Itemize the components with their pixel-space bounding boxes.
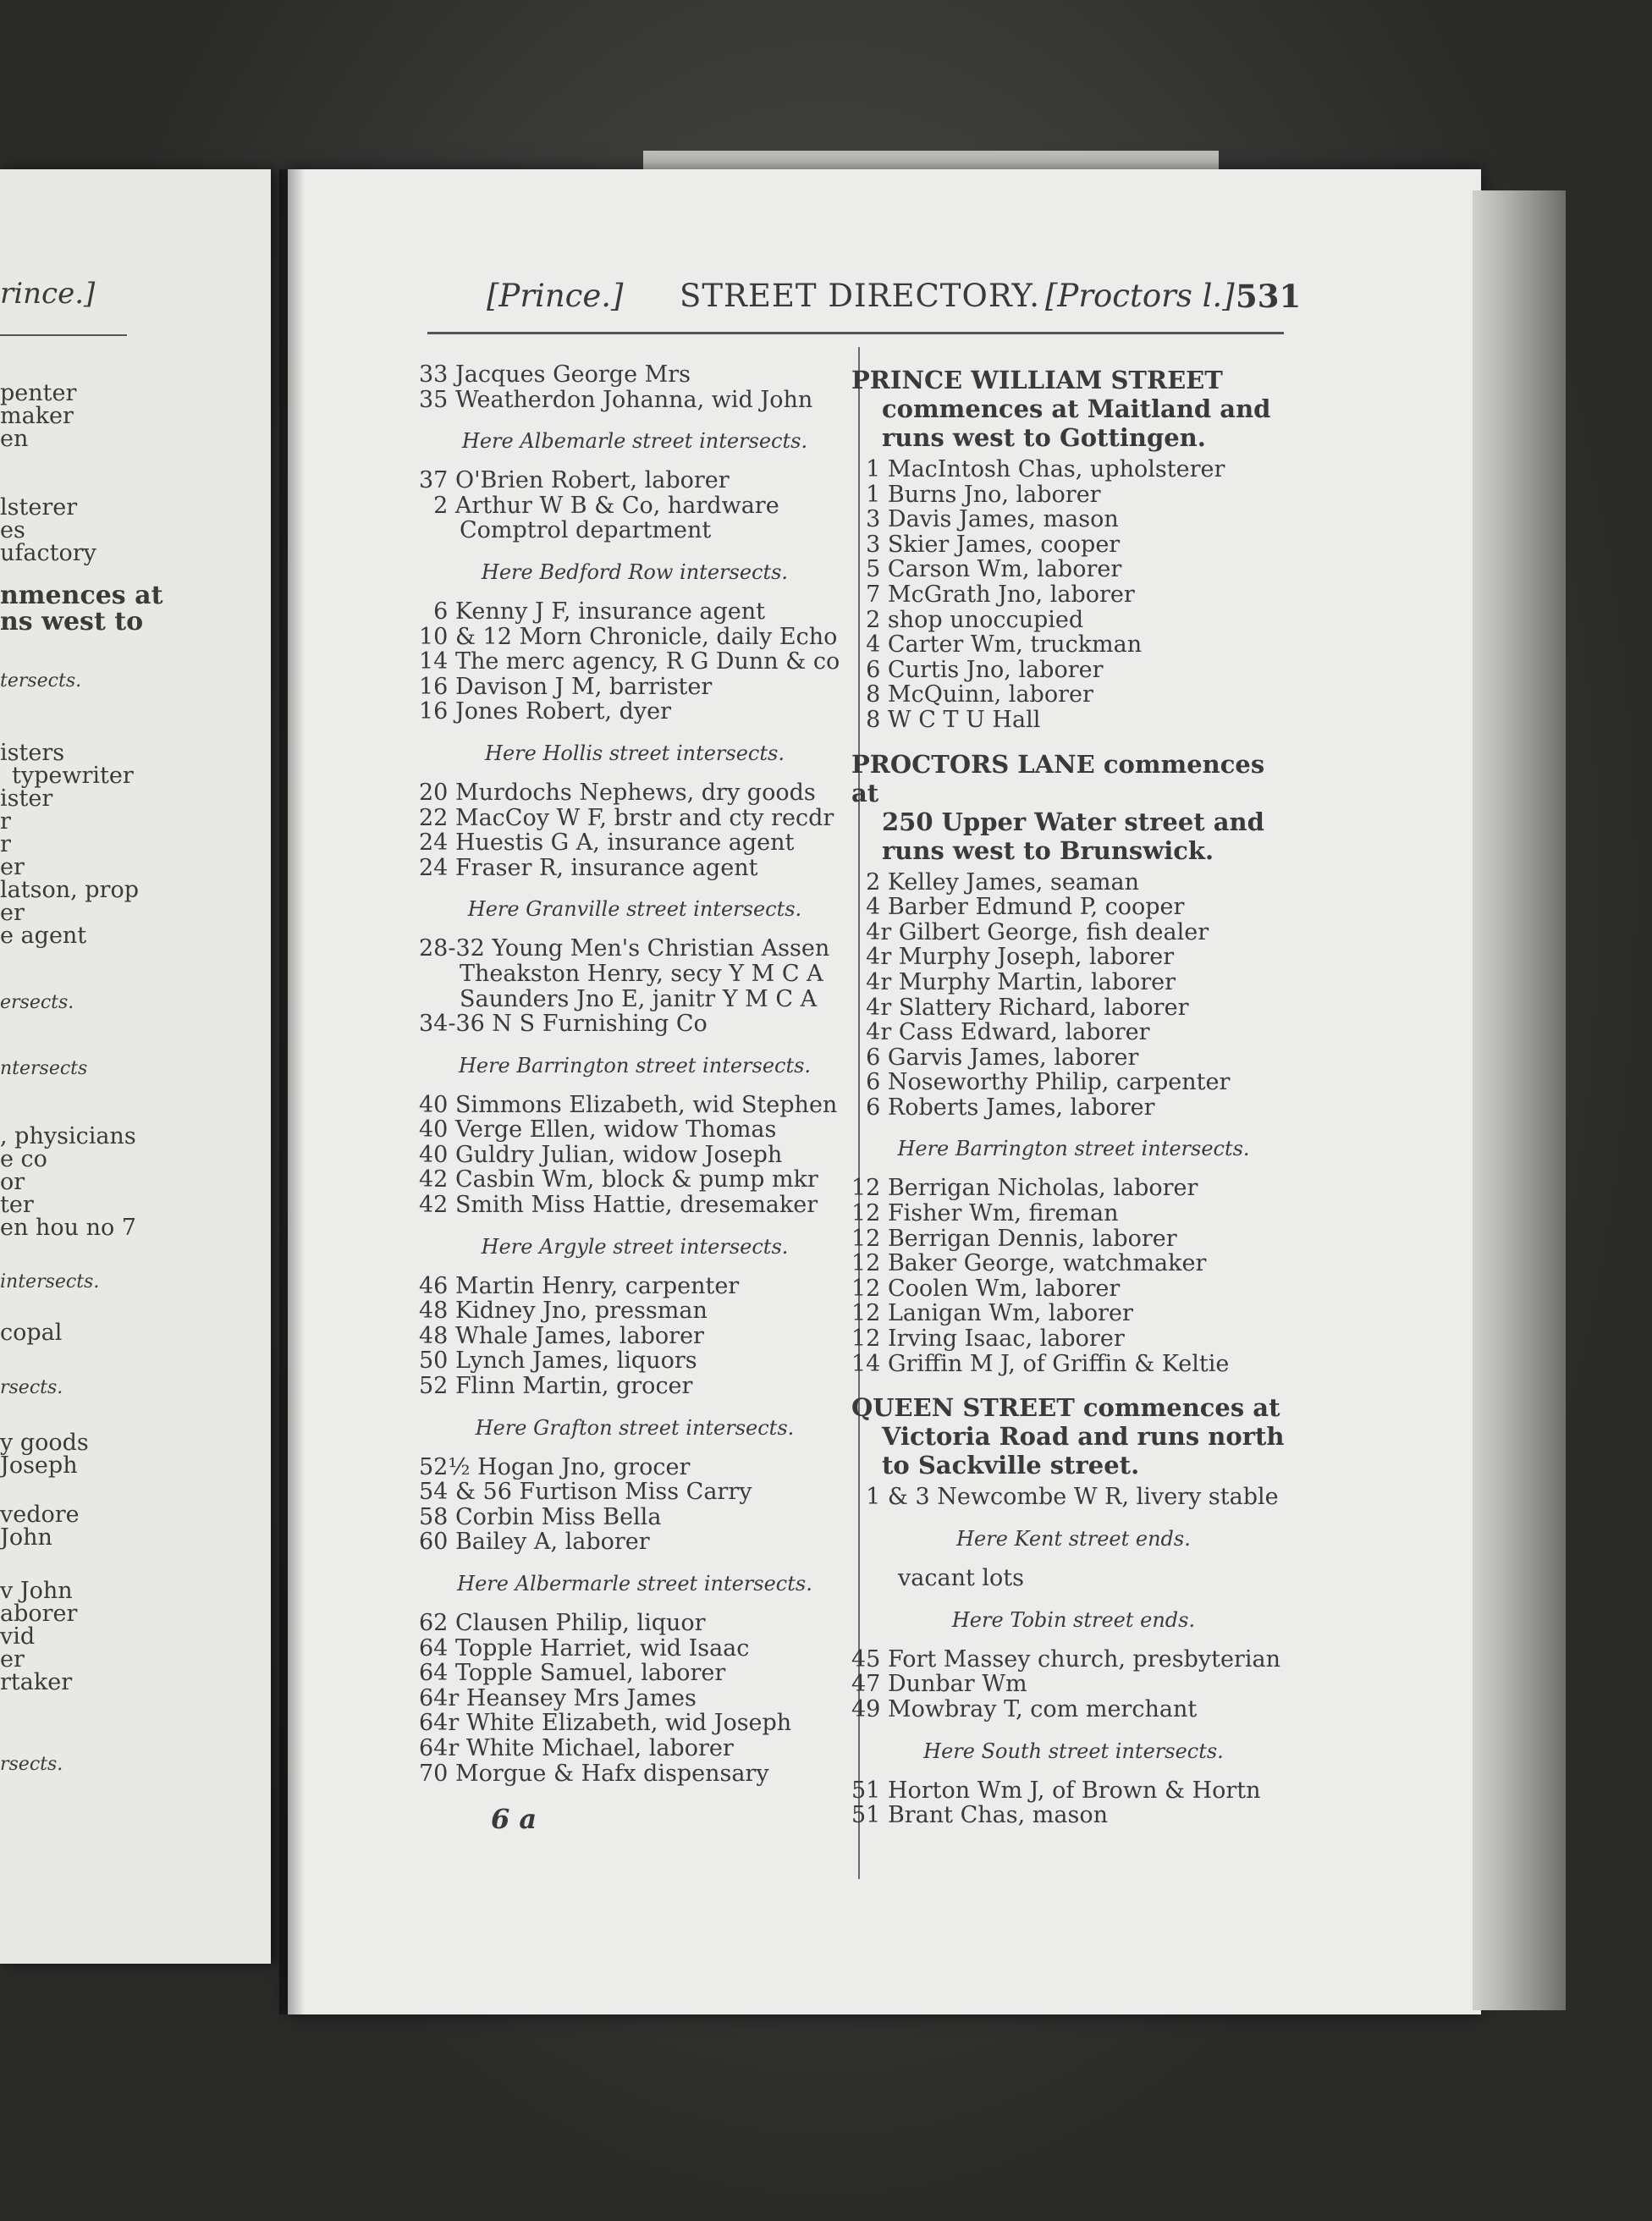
directory-entry: 52 Flinn Martin, grocer [419, 1373, 693, 1400]
left-page-text: ister [0, 785, 53, 812]
street-heading-line: commences at Maitland and [882, 394, 1271, 423]
street-heading-line: Victoria Road and runs north [882, 1422, 1285, 1452]
left-page-text: e agent [0, 923, 87, 949]
intersection-note: Here Barrington street intersects. [897, 1137, 1250, 1161]
directory-entry: 20 Murdochs Nephews, dry goods [419, 779, 816, 806]
street-heading-line: to Sackville street. [882, 1451, 1140, 1480]
street-heading [851, 1393, 1296, 1480]
directory-entry: 2 shop unoccupied [851, 606, 1084, 633]
page-number: 531 [1236, 278, 1302, 315]
left-page-text: ufactory [0, 540, 96, 566]
directory-entry: 12 Coolen Wm, laborer [851, 1275, 1121, 1302]
directory-entry: 2 Kelley James, seaman [851, 868, 1139, 896]
directory-entry: 4 Carter Wm, truckman [851, 631, 1143, 659]
left-page-header-rule [0, 334, 127, 336]
directory-entry: 51 Horton Wm J, of Brown & Hortn [851, 1777, 1261, 1804]
directory-entry: 16 Davison J M, barrister [419, 673, 713, 700]
header-right-street: [Proctors l.] [1045, 278, 1235, 314]
directory-entry: vacant lots [898, 1564, 1024, 1591]
directory-entry: 48 Kidney Jno, pressman [419, 1298, 708, 1325]
directory-entry: 42 Smith Miss Hattie, dresemaker [419, 1192, 818, 1219]
left-page-text: er [0, 1646, 25, 1673]
left-page-text: isters [0, 740, 65, 766]
intersection-note: Here Barrington street intersects. [458, 1053, 812, 1077]
directory-entry: 12 Lanigan Wm, laborer [851, 1300, 1133, 1327]
left-page-text: penter [0, 380, 77, 406]
directory-entry: 46 Martin Henry, carpenter [419, 1272, 740, 1299]
directory-entry: 40 Verge Ellen, widow Thomas [419, 1116, 777, 1144]
directory-entry: 51 Brant Chas, mason [851, 1802, 1108, 1829]
left-page-text: vedore [0, 1502, 80, 1528]
directory-entry: 54 & 56 Furtison Miss Carry [419, 1479, 752, 1506]
left-page-text: ntersects [0, 1058, 88, 1079]
directory-entry-continued: Theakston Henry, secy Y M C A [460, 960, 823, 987]
intersection-note: Here Argyle street intersects. [481, 1234, 789, 1259]
directory-entry: 4 Barber Edmund P, cooper [851, 894, 1185, 921]
intersection-note: Here Bedford Row intersects. [481, 559, 789, 584]
left-page-text: es [0, 517, 25, 543]
left-page-text: rtaker [0, 1669, 73, 1695]
left-page-text: er [0, 854, 25, 880]
directory-entry: 12 Fisher Wm, fireman [851, 1200, 1119, 1227]
directory-entry: 1 Burns Jno, laborer [851, 481, 1101, 508]
directory-entry: 4r Murphy Joseph, laborer [851, 944, 1175, 971]
intersection-note: Here Grafton street intersects. [475, 1415, 795, 1440]
folio-mark: 6 a [491, 1803, 537, 1836]
left-page-text: maker [0, 403, 74, 429]
directory-entry: 64r White Michael, laborer [419, 1734, 734, 1761]
directory-entry: 10 & 12 Morn Chronicle, daily Echo [419, 623, 838, 650]
intersection-note: Here Albermarle street intersects. [457, 1572, 812, 1595]
gutter-shadow [279, 169, 305, 2014]
left-page-text: v John [0, 1578, 73, 1604]
street-heading-line: PROCTORS LANE commences at [851, 749, 1265, 807]
left-page-text: typewriter [12, 763, 134, 789]
street-heading-line: runs west to Brunswick. [882, 835, 1214, 865]
left-page-text: , physicians [0, 1123, 136, 1149]
directory-entry: 1 MacIntosh Chas, upholsterer [851, 456, 1225, 482]
directory-entry: 64 Topple Harriet, wid Isaac [419, 1634, 750, 1662]
left-page-text: or [0, 1169, 25, 1195]
right-column [851, 366, 1296, 1828]
section-gap [851, 733, 1296, 750]
directory-entry: 28-32 Young Men's Christian Assen [419, 935, 830, 962]
street-heading-line: runs west to Gottingen. [882, 423, 1206, 452]
directory-entry: 4r Cass Edward, laborer [851, 1019, 1150, 1046]
left-page-text: intersects. [0, 1271, 100, 1292]
directory-entry: 24 Huestis G A, insurance agent [419, 829, 795, 857]
left-page-fragment [0, 169, 271, 1964]
directory-entry: 70 Morgue & Hafx dispensary [419, 1760, 769, 1787]
directory-entry: 48 Whale James, laborer [419, 1322, 704, 1349]
street-heading-line: 250 Upper Water street and [882, 807, 1264, 836]
left-page-text: Joseph [0, 1452, 78, 1479]
left-page-text: rsects. [0, 1754, 63, 1775]
left-page-text: aborer [0, 1601, 78, 1627]
page-edges [1473, 190, 1566, 2010]
directory-entry: 37 O'Brien Robert, laborer [419, 467, 730, 494]
directory-entry: 52½ Hogan Jno, grocer [419, 1453, 691, 1480]
directory-entry: 4r Slattery Richard, laborer [851, 994, 1189, 1021]
directory-entry: 14 Griffin M J, of Griffin & Keltie [851, 1350, 1230, 1377]
directory-entry: 4r Murphy Martin, laborer [851, 968, 1176, 995]
directory-entry: 40 Guldry Julian, widow Joseph [419, 1141, 783, 1168]
page-header [487, 278, 1302, 325]
directory-entry: 5 Carson Wm, laborer [851, 556, 1122, 583]
street-heading-line: PRINCE WILLIAM STREET [851, 366, 1223, 394]
directory-entry: 16 Jones Robert, dyer [419, 698, 672, 725]
directory-entry: 45 Fort Massey church, presbyterian [851, 1645, 1280, 1673]
left-page-text: John [0, 1524, 52, 1551]
intersection-note: Here Hollis street intersects. [485, 741, 785, 765]
directory-entry: 12 Berrigan Nicholas, laborer [851, 1175, 1198, 1202]
directory-entry: 47 Dunbar Wm [851, 1671, 1027, 1698]
directory-entry: 7 McGrath Jno, laborer [851, 581, 1135, 608]
left-page-text: rsects. [0, 1377, 63, 1398]
directory-entry: 33 Jacques George Mrs [419, 361, 691, 388]
directory-entry: 42 Casbin Wm, block & pump mkr [419, 1166, 818, 1193]
left-page-text: er [0, 900, 25, 926]
left-page-text: lsterer [0, 494, 78, 521]
directory-entry: 12 Baker George, watchmaker [851, 1250, 1207, 1277]
directory-entry: 3 Skier James, cooper [851, 531, 1121, 558]
left-page-text: rince.] [0, 277, 96, 311]
directory-entry: 64 Topple Samuel, laborer [419, 1660, 726, 1687]
left-page-text: e co [0, 1146, 47, 1172]
intersection-note: Here Tobin street ends. [951, 1607, 1196, 1632]
left-page-text: en hou no 7 [0, 1215, 136, 1241]
left-column [419, 362, 851, 1835]
intersection-note: Here South street intersects. [923, 1739, 1224, 1763]
directory-entry: 12 Berrigan Dennis, laborer [851, 1225, 1177, 1252]
left-page-text: latson, prop [0, 877, 139, 903]
left-page-text: en [0, 426, 29, 452]
left-page-text: vid [0, 1623, 36, 1650]
street-heading [851, 750, 1296, 865]
directory-entry-continued: Saunders Jno E, janitr Y M C A [460, 985, 818, 1012]
directory-entry: 3 Davis James, mason [851, 506, 1119, 533]
directory-entry: 40 Simmons Elizabeth, wid Stephen [419, 1091, 838, 1118]
directory-entry: 2 Arthur W B & Co, hardware [419, 492, 779, 519]
directory-entry: 22 MacCoy W F, brstr and cty recdr [419, 804, 834, 831]
directory-entry: 62 Clausen Philip, liquor [419, 1610, 706, 1636]
left-page-text: ns west to [0, 607, 144, 637]
left-page-text: r [0, 808, 11, 835]
directory-entry: 35 Weatherdon Johanna, wid John [419, 386, 813, 413]
header-rule [427, 332, 1284, 334]
directory-entry: 64r Heansey Mrs James [419, 1684, 697, 1711]
directory-entry: 6 Noseworthy Philip, carpenter [851, 1069, 1231, 1096]
street-heading-line: QUEEN STREET commences at [851, 1393, 1280, 1423]
directory-entry: 12 Irving Isaac, laborer [851, 1325, 1125, 1353]
directory-entry: 64r White Elizabeth, wid Joseph [419, 1710, 792, 1737]
directory-entry: 8 W C T U Hall [851, 706, 1041, 733]
left-page-text: copal [0, 1320, 63, 1346]
street-heading [851, 366, 1296, 452]
header-left-street: [Prince.] [487, 278, 624, 314]
directory-entry: 6 Garvis James, laborer [851, 1044, 1139, 1071]
directory-entry: 60 Bailey A, laborer [419, 1529, 650, 1556]
left-page-text: ter [0, 1192, 34, 1218]
directory-entry-continued: Comptrol department [460, 517, 712, 544]
left-page-text: r [0, 831, 11, 857]
intersection-note: Here Kent street ends. [956, 1526, 1191, 1551]
directory-entry: 8 McQuinn, laborer [851, 681, 1093, 708]
directory-entry: 6 Curtis Jno, laborer [851, 656, 1104, 683]
directory-entry: 58 Corbin Miss Bella [419, 1503, 662, 1530]
intersection-note: Here Granville street intersects. [467, 897, 802, 922]
directory-entry: 4r Gilbert George, fish dealer [851, 918, 1209, 945]
directory-entry: 6 Kenny J F, insurance agent [419, 598, 766, 625]
directory-entry: 1 & 3 Newcombe W R, livery stable [851, 1484, 1279, 1511]
left-page-text: tersects. [0, 670, 82, 692]
header-title: STREET DIRECTORY. [680, 278, 1040, 314]
directory-entry: 50 Lynch James, liquors [419, 1347, 697, 1375]
intersection-note: Here Albemarle street intersects. [461, 429, 808, 454]
left-page-text: y goods [0, 1430, 89, 1456]
directory-entry: 14 The merc agency, R G Dunn & co [419, 648, 840, 675]
directory-entry: 24 Fraser R, insurance agent [419, 854, 758, 881]
directory-entry: 34-36 N S Furnishing Co [419, 1011, 708, 1038]
directory-entry: 49 Mowbray T, com merchant [851, 1696, 1198, 1722]
left-page-text: nmences at [0, 581, 163, 610]
directory-entry: 6 Roberts James, laborer [851, 1094, 1155, 1121]
section-gap [851, 1376, 1296, 1393]
left-page-text: ersects. [0, 992, 74, 1013]
